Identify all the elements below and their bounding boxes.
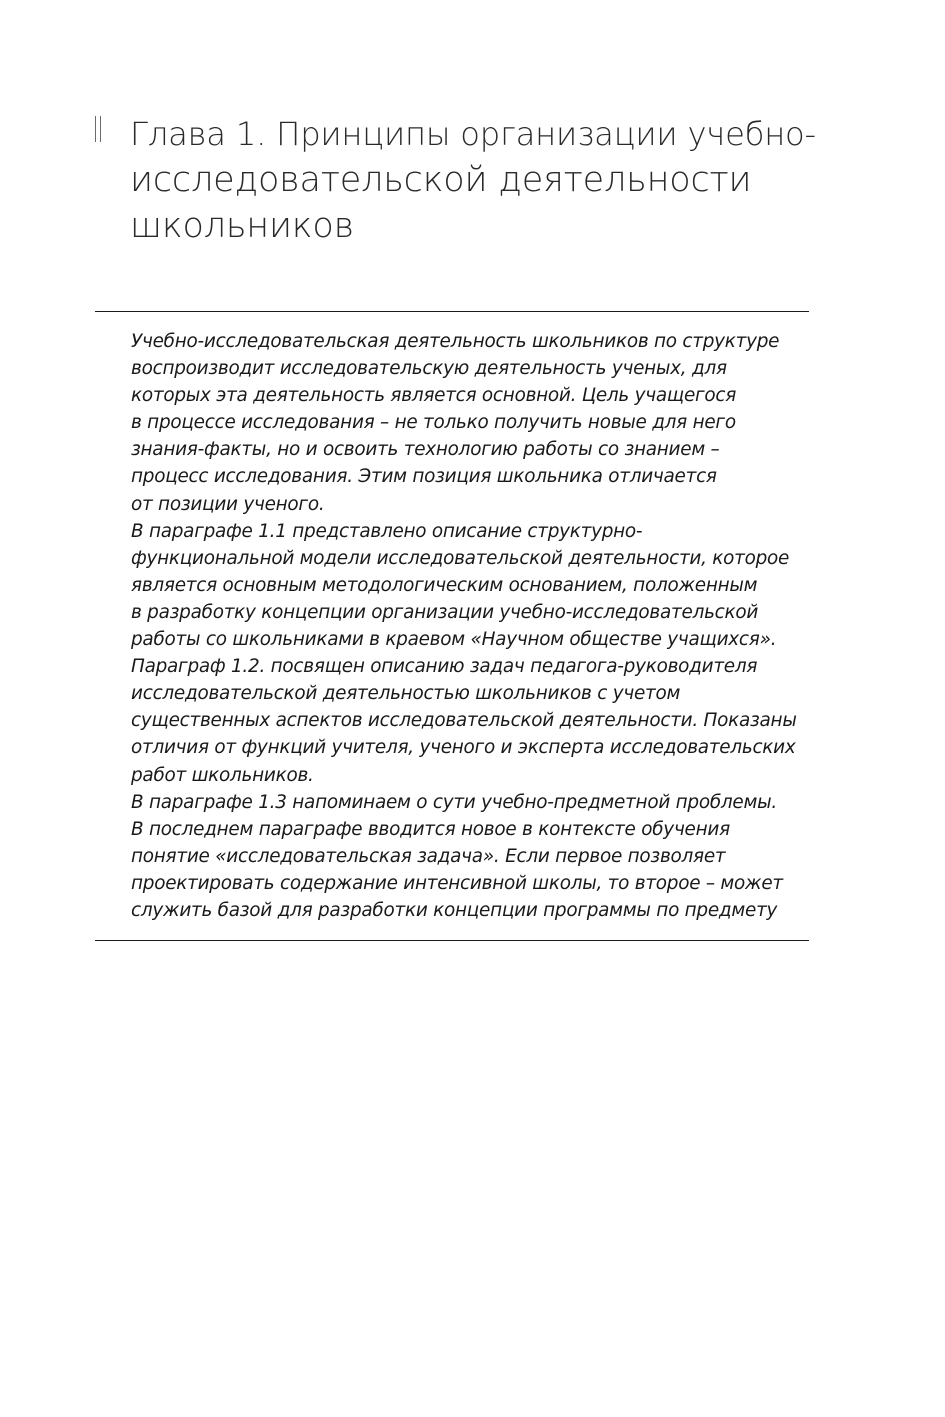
abstract-line: процесс исследования. Этим позиция школьника отличается bbox=[131, 466, 717, 488]
abstract-line: является основным методологическим основанием, положенным bbox=[131, 574, 758, 596]
abstract-line: функциональной модели исследовательской деятельности, которое bbox=[131, 547, 790, 569]
abstract-line: существенных аспектов исследовательской деятельности. Показаны bbox=[131, 710, 797, 732]
chapter-title bbox=[130, 111, 820, 249]
abstract-line: работы со школьниками в краевом «Научном обществе учащихся». bbox=[131, 629, 777, 651]
abstract-line: отличия от функций учителя, ученого и эксперта исследовательских bbox=[131, 737, 796, 759]
abstract-line: в процессе исследования – не только получить новые для него bbox=[131, 412, 736, 434]
abstract-line: исследовательской деятельностью школьников с учетом bbox=[131, 683, 681, 705]
abstract-line: в разработку концепции организации учебно-исследовательской bbox=[131, 601, 759, 623]
abstract-line: понятие «исследовательская задача». Если первое позволяет bbox=[131, 845, 726, 867]
abstract-line: В последнем параграфе вводится новое в контексте обучения bbox=[131, 818, 730, 840]
abstract-line: воспроизводит исследовательскую деятельность ученых, для bbox=[131, 358, 727, 380]
abstract-line: от позиции ученого. bbox=[131, 493, 325, 515]
chapter-marker bbox=[95, 116, 102, 142]
chapter-marker-bar bbox=[95, 116, 96, 142]
bottom-divider bbox=[95, 940, 809, 941]
abstract-line: проектировать содержание интенсивной школы, то второе – может bbox=[131, 872, 783, 894]
top-divider bbox=[95, 311, 809, 312]
chapter-marker-bar bbox=[100, 116, 101, 142]
chapter-title-line: Глава 1. Принципы организации учебно- bbox=[130, 115, 816, 153]
abstract-line: которых эта деятельность является основной. Цель учащегося bbox=[131, 385, 737, 407]
abstract-line: В параграфе 1.3 напоминаем о сути учебно-предметной проблемы. bbox=[131, 791, 777, 813]
abstract-line: знания-факты, но и освоить технологию работы со знанием – bbox=[131, 439, 720, 461]
abstract-line: В параграфе 1.1 представлено описание структурно- bbox=[131, 520, 643, 542]
chapter-title-line: исследовательской деятельности bbox=[130, 160, 752, 200]
abstract-line: работ школьников. bbox=[131, 764, 314, 786]
abstract-line: Учебно-исследовательская деятельность школьников по структуре bbox=[131, 331, 780, 352]
abstract-line: служить базой для разработки концепции программы по предмету bbox=[131, 899, 778, 921]
chapter-abstract bbox=[131, 328, 811, 924]
abstract-line: Параграф 1.2. посвящен описанию задач педагога-руководителя bbox=[131, 656, 758, 678]
chapter-title-line: школьников bbox=[130, 206, 354, 246]
